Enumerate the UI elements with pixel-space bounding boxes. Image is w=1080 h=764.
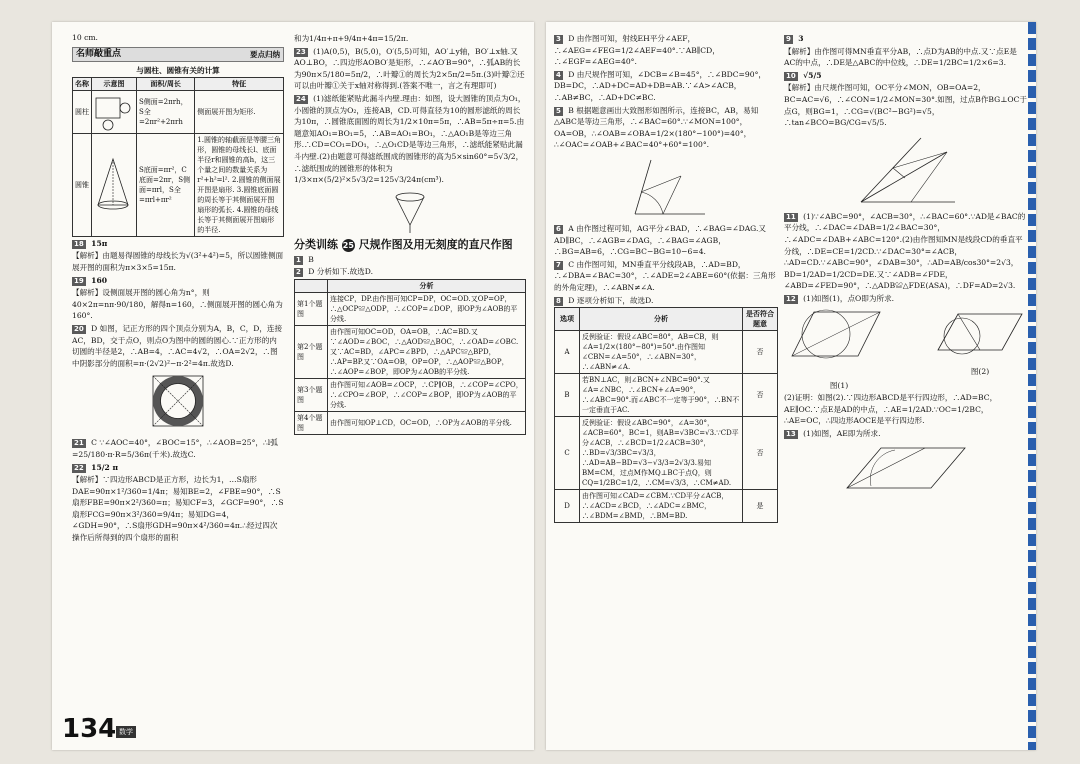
q13-figure <box>841 442 971 494</box>
option-verdict: 否 <box>743 417 778 490</box>
q10-figure <box>851 132 961 208</box>
q13-solution: (1)如图，AE即为所求. <box>803 428 881 438</box>
option-text: 若BN⊥AC，则∠BCN+∠NBC=90°.又∠A=∠NBC，∴∠BCN+∠A=90°，∴∠ABC=90°.而∠ABC不一定等于90°，∴BN不一定垂直于AC. <box>580 374 743 417</box>
figure-2-caption: 图(2) <box>970 366 990 376</box>
option-verdict: 是 <box>743 490 778 523</box>
row-label: 第1个题图 <box>295 292 328 325</box>
table-row <box>295 325 526 378</box>
q5-figure <box>621 154 711 220</box>
q18-answer: 15π <box>91 238 108 248</box>
question-6 <box>554 223 778 258</box>
q20-solution: D 如图，记正方形的四个顶点分别为A，B，C，D，连接AC，BD，交于点O，则点O为图中的圆的圆心.∵正方形的内切圆的半径是2，∴AB=4，∴AC=4√2，∴OA=2√2，∴图中阴影部分的面积=π·(2√2)²−π·2²=4π.故选D. <box>72 323 283 368</box>
q18-number: 18 <box>74 239 84 248</box>
q21-number: 21 <box>74 439 84 448</box>
table-row <box>295 411 526 434</box>
left-page <box>52 22 534 750</box>
q9-solution: 【解析】由作图可得MN垂直平分AB，∴点D为AB的中点.又∵点E是AC的中点，∴DE是△ABC的中位线，∴DE=1/2BC=1/2×6=3. <box>784 46 1017 68</box>
section-q1 <box>294 254 526 266</box>
right-page <box>546 22 1036 750</box>
q19-number: 19 <box>74 276 84 285</box>
q22-continued: 和为1/4π+π+9/4π+4π=15/2π. <box>294 34 409 43</box>
figure-1 <box>784 306 894 392</box>
q20-figure <box>143 372 213 434</box>
cone-formula: S底面=πr²，C底面=2πr，S侧面=πrl，S全=πrl+πr² <box>137 133 195 236</box>
q8-solution: D 逐项分析如下，故选D. <box>568 295 654 305</box>
q8-number: 8 <box>556 296 561 305</box>
cylinder-feature: 侧面展开图为矩形. <box>195 90 284 133</box>
option-verdict: 否 <box>743 374 778 417</box>
q10-answer: √5/5 <box>803 70 822 80</box>
q22-number: 22 <box>74 463 84 472</box>
th-feature: 特征 <box>195 77 284 90</box>
q11-number: 11 <box>786 212 796 221</box>
question-23 <box>294 46 526 92</box>
q24-solution: (1)滤纸能紧贴此漏斗内壁.理由：如图，设大圆锥的顶点为O₁，小圆锥的顶点为O₂，连接AB，CD.可得直径为10的圆形滤纸的周长为10π，∴圆锥底面圆的周长为1/2×10π=5π，∴AB=5π÷π=5.由题意知AO₁=BO₁=5，∴AB=AO₁=BO₁，∴△AO₁B是等边三角形.∴CD=CO₁=DO₁，∴△O₁CD是等边三角形，∴滤纸能紧贴此漏斗内壁.(2)由题意可得滤纸围成的圆锥形的高为5×sin60°=5√3/2，∴滤纸围成的圆锥形的体积为1/3×π×(5/2)²×5√3/2=125√3/24π(cm³). <box>294 93 526 185</box>
q19-solution: 【解析】设侧面展开图的圆心角为n°，则40×2π=nπ·90/180，解得n=160，∴侧面展开图的圆心角为160°. <box>72 288 283 321</box>
q20-number: 20 <box>74 324 84 333</box>
option-label: D <box>555 490 580 523</box>
question-19 <box>72 275 284 287</box>
table-row <box>295 292 526 325</box>
page-number: 134 <box>62 714 117 744</box>
q3-number: 3 <box>556 35 561 43</box>
option-text: 反例验证：假设∠ABC=90°，∠A=30°，∠ACB=60°，BC=1，则AB=√3BC=√3.∵CD平分∠ACB，∴∠BCD=1/2∠ACB=30°，∴BD=√3/3BC=√3/3，∴AD=AB−BD=√3−√3/3=2√3/3.易知BM=CM，过点M作MQ⊥BC于点Q，则CQ=1/2BC=1/2，∴CM=√3/3，∴CM≠AD. <box>580 417 743 490</box>
q6-solution: A 由作图过程可知，AG平分∠BAD，∴∠BAG=∠DAG.又AD∥BC，∴∠AGB=∠DAG，∴∠BAG=∠AGB，∴BG=AB=6，∴CG=BC−BG=10−6=4. <box>554 223 766 257</box>
cylinder-label: 圆柱 <box>73 90 92 133</box>
q23-number: 23 <box>296 47 306 56</box>
table-row <box>73 90 284 133</box>
cylinder-formula: S侧面=2πrh，S全=2πr²+2πrh <box>137 90 195 133</box>
question-11 <box>784 211 1028 292</box>
cylinder-diagram <box>92 90 137 133</box>
question-4 <box>554 69 778 104</box>
q4-solution: D 由尺规作图可知，∠DCB=∠B=45°，∴∠BDC=90°，DB=DC，∴AD+DC=AD+DB=AB.∵∠A>∠ACB，∴AB≠BC，∴AD+DC≠BC. <box>554 69 766 102</box>
section-title: 分类训练 <box>294 237 338 251</box>
q12-solution: (1)如图(1)，点O即为所求. <box>803 293 895 303</box>
question-21 <box>72 437 284 460</box>
s1-answer: B <box>308 254 314 264</box>
q22-solution: 【解析】∵四边形ABCD是正方形，边长为1，…S扇形DAE=90π×1²/360=1/4π；易知BE=2，∠FBE=90°，∴S扇形FBE=90π×2²/360=π；易知CF=3，∠GCF=90°，∴S扇形FCG=90π×3²/360=9/4π；易知DG=4，∠GDH=90°，∴S扇形GDH=90π×4²/360=4π.∴经过四次操作后所得到的四个扇形的面积 <box>72 475 284 543</box>
q18-solution: 【解析】由题易得圆锥的母线长为√(3²+4²)=5，所以圆锥侧面展开图的面积为π×3×5=15π. <box>72 251 284 272</box>
table-row <box>555 374 778 417</box>
th-area: 面积/周长 <box>137 77 195 90</box>
table-row <box>73 133 284 236</box>
q24-number: 24 <box>296 94 306 103</box>
th-ok: 是否符合题意 <box>743 308 778 331</box>
q23-solution: (1)A(0,5)，B(5,0)，O′(5,5)可知，AO′⊥y轴，BO′⊥x轴.又AO⊥BO，∴四边形AOBO′是矩形，∴∠AO′B=90°，∴弧AB的长为90π×5/180=5π/2，∴叶瓣①的周长为2×5π/2=5π.(3)叶瓣②还可以由叶瓣①关于x轴对称得到.(答案不唯一，言之有理即可) <box>294 46 525 91</box>
q22-answer: 15/2 π <box>91 462 118 472</box>
options-table <box>554 307 778 523</box>
subject-badge: 数学 <box>116 726 136 738</box>
question-24 <box>294 93 526 186</box>
q7-solution: C 由作图可知，MN垂直平分线段AB，∴AD=BD，∴∠DBA=∠BAC=30°，∴∠ADE=2∠ABE=60°(依据：三角形的外角定理)，∴∠ABN≠∠A. <box>554 259 776 292</box>
cone-label: 圆锥 <box>73 133 92 236</box>
question-9 <box>784 33 1028 45</box>
figure-1-caption: 图(1) <box>829 380 849 390</box>
q21-solution: C ∵∠AOC=40°，∠BOC=15°，∴∠AOB=25°，∴l弧=25/180·π·R=5/36π(千米).故选C. <box>72 438 278 459</box>
question-3 <box>554 33 778 68</box>
q13-number: 13 <box>786 429 796 438</box>
option-text: 反例验证：假设∠ABC=80°，AB=CB，则∠A=1/2×(180°−80°)=50°.由作图知∠CBN=∠A=50°，∴∠ABN=30°，∴∠ABN≠∠A. <box>580 331 743 374</box>
question-5 <box>554 105 778 151</box>
row-label: 第4个题图 <box>295 411 328 434</box>
question-8 <box>554 295 778 307</box>
row-label: 第2个题图 <box>295 325 328 378</box>
section-heading <box>294 239 526 252</box>
row-text: 由作图可知OP⊥CD，OC=OD，∴OP为∠AOB的平分线. <box>328 411 526 434</box>
s1-number: 1 <box>296 255 301 264</box>
formula-table <box>72 77 284 237</box>
row-text: 由作图可知∠AOB=∠OCP，∴CP∥OB，∴∠COP=∠CPO，∴∠CPO=∠BOP，∴∠COP=∠BOP，即OP为∠AOB的平分线. <box>328 378 526 411</box>
option-label: A <box>555 331 580 374</box>
intro-text: 10 cm. <box>72 33 98 42</box>
table-title: 与圆柱、圆锥有关的计算 <box>136 66 220 76</box>
option-label: B <box>555 374 580 417</box>
q12-part2: (2)证明：如图(2).∵四边形ABCD是平行四边形，∴AD=BC，AE∥OC.∵点E是AD的中点，∴AE=1/2AD.∵OC=1/2BC，∴AE=OC，∴四边形AOCE是平行四边形. <box>784 393 998 426</box>
famous-teacher-header: 名师敲重点 要点归纳 <box>72 47 284 63</box>
question-22 <box>72 462 284 474</box>
s2-answer: D 分析如下.故选D. <box>308 267 374 277</box>
s2-number: 2 <box>296 268 301 277</box>
table-row <box>555 490 778 523</box>
right-column-1 <box>554 32 778 523</box>
figure-2 <box>932 306 1028 392</box>
q6-number: 6 <box>556 224 561 233</box>
left-column-2 <box>294 32 526 435</box>
page-edge-stripe <box>1028 22 1036 750</box>
table-row <box>555 417 778 490</box>
analysis-table <box>294 279 526 435</box>
row-text: 由作图可知OC=OD，OA=OB，∴AC=BD.又∵∠AOD=∠BOC，∴△AOD≌△BOC，∴∠OAD=∠OBC.又∵AC=BD，∠APC=∠BPD，∴△APC≌△BPD，∴AP=BP.又∵OA=OB，OP=OP，∴△AOP≌△BOP，∴∠AOP=∠BOP，即OP为∠AOB的平分线. <box>328 325 526 378</box>
section-q2 <box>294 266 526 278</box>
analysis-header: 分析 <box>328 279 526 292</box>
q10-number: 10 <box>786 71 796 80</box>
q9-answer: 3 <box>798 34 804 43</box>
option-text: 由作图可知∠CAD=∠CBM.∵CD平分∠ACB，∴∠ACD=∠BCD，∴∠ADC=∠BMC，∴∠BDM=∠BMD，∴BM=BD. <box>580 490 743 523</box>
section-number: 25 <box>342 240 354 250</box>
th-option: 选项 <box>555 308 580 331</box>
q4-number: 4 <box>556 70 561 79</box>
q19-answer: 160 <box>91 275 108 285</box>
question-10 <box>784 70 1028 82</box>
table-row <box>295 378 526 411</box>
question-20 <box>72 323 284 369</box>
option-verdict: 否 <box>743 331 778 374</box>
question-18 <box>72 238 284 250</box>
right-column-2 <box>784 32 1028 497</box>
key-points-label: 要点归纳 <box>250 49 280 59</box>
th-analysis: 分析 <box>580 308 743 331</box>
q5-solution: B 根据题意画出大致图形如图所示，连接BC，AB，易知△ABC是等边三角形，∴∠BAC=60°.∵∠MON=100°，OA=OB，∴∠OAB=∠OBA=1/2×(180°−100°)=40°，∴∠OAC=∠OAB+∠BAC=40°+60°=100°. <box>554 105 759 150</box>
question-13 <box>784 428 1028 440</box>
q7-number: 7 <box>556 260 561 269</box>
q10-solution: 【解析】由尺规作图可知，OC平分∠MON，OB=OA=2，BC=AC=√6，∴∠CON=1/2∠MON=30°.如图，过点B作BG⊥OC于点G，则BG=1，∴CG=√(BC²−BG²)=√5，∴tan∠BCO=BG/CG=√5/5. <box>784 83 1027 128</box>
q5-number: 5 <box>556 106 561 115</box>
th-diagram: 示意图 <box>92 77 137 90</box>
section-name: 尺规作图及用无刻度的直尺作图 <box>358 237 513 251</box>
row-label: 第3个题图 <box>295 378 328 411</box>
q9-number: 9 <box>786 35 791 43</box>
q3-solution: D 由作图可知，射线EH平分∠AEF，∴∠AEG=∠FEG=1/2∠AEF=40°.∵AB∥CD，∴∠EGF=∠AEG=40°. <box>554 34 720 67</box>
question-7 <box>554 259 778 294</box>
row-text: 连接CP，DP.由作图可知CP=DP，OC=OD.又OP=OP，∴△OCP≌△ODP，∴∠COP=∠DOP，即OP为∠AOB的平分线. <box>328 292 526 325</box>
option-label: C <box>555 417 580 490</box>
cone-diagram <box>92 133 137 236</box>
th-name: 名称 <box>73 77 92 90</box>
left-column-1 <box>72 32 284 545</box>
question-12 <box>784 293 1028 305</box>
funnel-figure <box>385 189 435 235</box>
table-row <box>555 331 778 374</box>
q11-solution: (1)∵∠ABC=90°，∠ACB=30°，∴∠BAC=60°.∵AD是∠BAC的平分线，∴∠DAC=∠DAB=1/2∠BAC=30°，∴∠ADC=∠DAB+∠ABC=120°.(2)由作图知MN是线段CD的垂直平分线，∴DE=CE=1/2CD.∵∠DAC=30°=∠ACB，∴AD=CD.∵∠ABC=90°，∠DAB=30°，∴AD=AB/cos30°=2√3，BD=1/2AD=1/2CD=DE.又∵∠ADB=∠FDE，∠ABD=∠FED=90°，∴△ADB≌△FDE(ASA)，∴DF=AD=2√3. <box>784 211 1026 291</box>
q12-figures <box>784 306 1028 392</box>
cone-feature: 1.圆锥的轴截面是等腰三角形，圆锥的母线长l、底面半径r和圆锥的高h，这三个量之间的数量关系为r²+h²=l². 2.圆锥的侧面展开图是扇形. 3.圆锥底面圆的周长等于其侧面展开图扇形的弧长. 4.圆锥的母线长等于其侧面展开图扇形的半径. <box>195 133 284 236</box>
q12-number: 12 <box>786 294 796 303</box>
